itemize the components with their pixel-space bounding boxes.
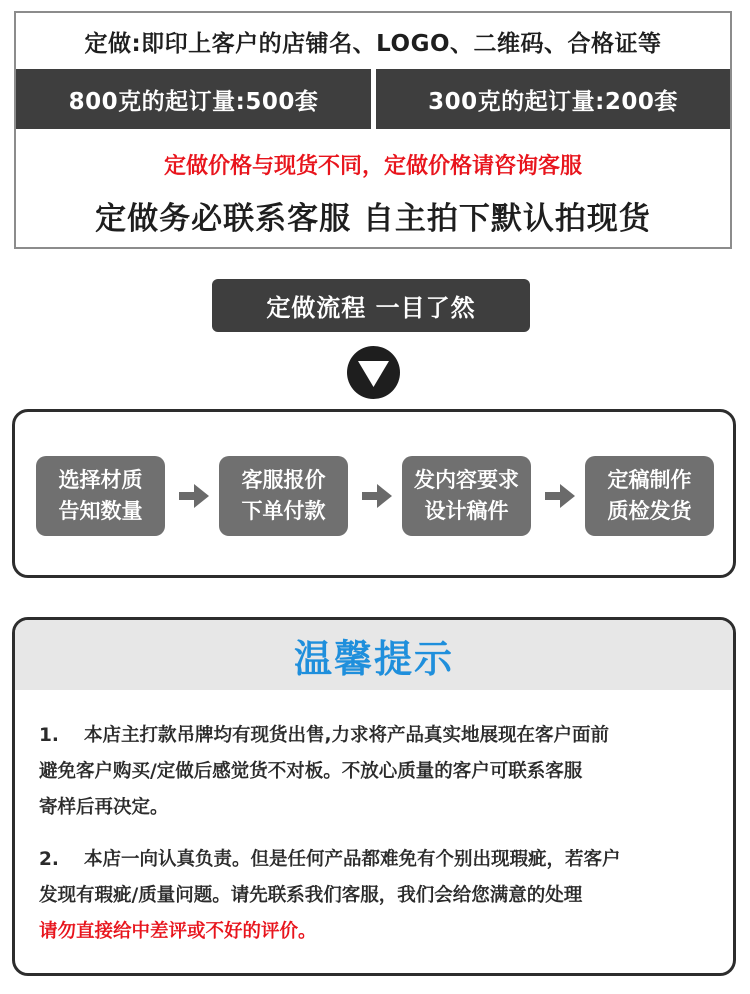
arrow-right-icon [362,484,392,508]
tip-line: 寄样后再决定。 [39,797,169,818]
tip-line [39,718,729,754]
tips-box [12,617,736,976]
process-title: 定做流程 一目了然 [212,279,530,332]
step-line: 设计稿件 [424,499,509,523]
tip-line: 发现有瑕疵/质量问题。请先联系我们客服，我们会给您满意的处理 [39,885,583,906]
tips-header [15,620,733,690]
moq-800g: 800克的起订量:500套 [16,69,371,129]
tip-item-2 [39,842,729,950]
step-choose-material [36,456,165,536]
moq-row [16,69,730,129]
custom-headline: 定做:即印上客户的店铺名、LOGO、二维码、合格证等 [84,30,662,57]
step-line: 发内容要求 [414,468,519,492]
process-flow [12,409,736,578]
step-line: 选择材质 [58,468,143,492]
triangle-down-circle-icon [346,345,401,400]
tips-title: 温馨提示 [293,636,454,681]
tip-number: 2. [39,849,59,870]
step-line: 告知数量 [58,499,143,523]
tip-warning-line: 请勿直接给中差评或不好的评价。 [39,921,317,942]
arrow-right-icon [179,484,209,508]
tip-line [39,842,729,878]
tip-line: 避免客户购买/定做后感觉货不对板。不放心质量的客户可联系客服 [39,761,583,782]
tip-text: 本店一向认真负责。但是任何产品都难免有个别出现瑕疵，若客户 [84,849,621,870]
tip-text: 本店主打款吊牌均有现货出售,力求将产品真实地展现在客户面前 [84,725,610,746]
step-quote-payment [219,456,348,536]
moq-300g: 300克的起订量:200套 [376,69,730,129]
tip-number: 1. [39,725,59,746]
arrow-right-icon [545,484,575,508]
step-line: 定稿制作 [607,468,692,492]
tip-item-1 [39,718,729,826]
step-line: 客服报价 [241,468,326,492]
price-warning: 定做价格与现货不同，定做价格请咨询客服 [163,153,582,179]
contact-note: 定做务必联系客服 自主拍下默认拍现货 [95,200,651,237]
custom-order-notice [14,11,732,249]
step-line: 下单付款 [241,499,326,523]
step-send-requirements [402,456,531,536]
step-produce-ship [585,456,714,536]
step-line: 质检发货 [607,499,692,523]
